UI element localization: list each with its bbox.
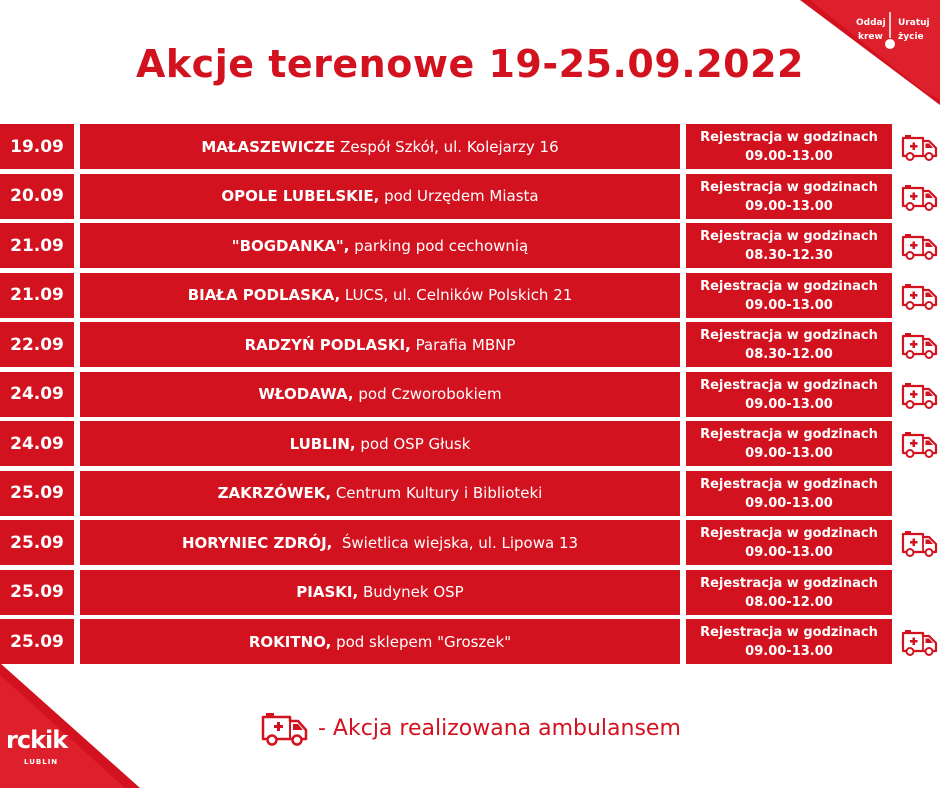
registration-hours: 09.00-13.00 (745, 545, 833, 560)
row-place (80, 174, 680, 219)
row-registration (686, 619, 892, 664)
ambulance-icon (901, 133, 939, 161)
place-name: WŁODAWA, (258, 385, 354, 403)
row-place (80, 223, 680, 268)
row-date: 25.09 (0, 520, 74, 565)
place-detail: Budynek OSP (358, 583, 464, 601)
ambulance-icon (901, 282, 939, 310)
registration-label: Rejestracja w godzinach (700, 328, 878, 343)
registration-hours: 09.00-13.00 (745, 149, 833, 164)
place-detail: Świetlica wiejska, ul. Lipowa 13 (332, 533, 579, 552)
place-detail: LUCS, ul. Celników Polskich 21 (340, 286, 573, 304)
place-name: MAŁASZEWICZE (201, 137, 336, 156)
row-date: 24.09 (0, 372, 74, 417)
row-place (80, 619, 680, 664)
row-date: 21.09 (0, 223, 74, 268)
row-date: 25.09 (0, 570, 74, 615)
place-detail: Parafia MBNP (410, 335, 516, 354)
registration-label: Rejestracja w godzinach (700, 130, 878, 145)
place-name: HORYNIEC ZDRÓJ, (181, 533, 333, 552)
row-place (80, 471, 680, 516)
row-date: 25.09 (0, 471, 74, 516)
registration-hours: 09.00-13.00 (745, 297, 833, 313)
place-name: PIASKI, (296, 583, 359, 601)
table-row (0, 619, 940, 664)
place-detail: pod sklepem "Groszek" (331, 632, 512, 651)
table-row (0, 372, 940, 417)
row-date: 21.09 (0, 273, 74, 318)
place-name: ROKITNO, (248, 632, 332, 651)
registration-label: Rejestracja w godzinach (700, 229, 878, 244)
page-title: Akcje terenowe 19-25.09.2022 (136, 42, 804, 86)
table-row (0, 421, 940, 466)
row-date: 20.09 (0, 174, 74, 219)
row-registration (686, 471, 892, 516)
row-registration (686, 520, 892, 565)
place-name: "BOGDANKA", (231, 236, 350, 255)
place-name: LUBLIN, (289, 434, 356, 453)
registration-hours: 08.00-12.00 (745, 594, 833, 610)
ambulance-icon (901, 381, 939, 409)
registration-hours: 09.00-13.00 (745, 446, 833, 461)
row-date: 22.09 (0, 322, 74, 367)
table-row (0, 471, 940, 516)
registration-label: Rejestracja w godzinach (700, 575, 878, 591)
registration-hours: 09.00-13.00 (745, 644, 833, 659)
row-registration (686, 372, 892, 417)
row-place (80, 570, 680, 615)
row-place (80, 372, 680, 417)
table-row (0, 174, 940, 219)
registration-label: Rejestracja w godzinach (700, 476, 878, 492)
table-row (0, 124, 940, 169)
row-registration (686, 421, 892, 466)
row-registration (686, 223, 892, 268)
ambulance-icon (901, 430, 939, 458)
row-place (80, 421, 680, 466)
row-place (80, 124, 680, 169)
row-date: 25.09 (0, 619, 74, 664)
rckik-logo: rckik LUBLIN (6, 726, 68, 766)
slogan-badge: Oddaj Uratuj krew życie (850, 12, 932, 58)
place-detail: pod Urzędem Miasta (379, 187, 539, 205)
table-row (0, 223, 940, 268)
row-place (80, 322, 680, 367)
place-detail: Centrum Kultury i Biblioteki (331, 484, 543, 502)
row-registration (686, 322, 892, 367)
row-registration (686, 570, 892, 615)
place-name: OPOLE LUBELSKIE, (221, 187, 380, 205)
registration-label: Rejestracja w godzinach (700, 427, 878, 442)
registration-label: Rejestracja w godzinach (700, 526, 878, 541)
registration-hours: 09.00-13.00 (745, 198, 833, 214)
legend-text: - Akcja realizowana ambulansem (318, 715, 681, 741)
place-detail: pod OSP Głusk (355, 434, 471, 453)
legend (260, 708, 681, 748)
table-row (0, 520, 940, 565)
ambulance-icon (901, 331, 939, 359)
place-name: RADZYŃ PODLASKI, (244, 335, 411, 354)
place-detail: pod Czworobokiem (353, 385, 502, 403)
ambulance-icon (901, 529, 939, 557)
registration-hours: 08.30-12.00 (745, 347, 833, 362)
ambulance-icon (260, 710, 310, 746)
row-place (80, 273, 680, 318)
registration-label: Rejestracja w godzinach (700, 625, 878, 640)
table-row (0, 322, 940, 367)
registration-label: Rejestracja w godzinach (700, 179, 878, 195)
registration-label: Rejestracja w godzinach (700, 377, 878, 393)
row-date: 19.09 (0, 124, 74, 169)
ambulance-icon (901, 183, 939, 211)
place-name: ZAKRZÓWEK, (217, 484, 332, 502)
row-registration (686, 174, 892, 219)
row-registration (686, 124, 892, 169)
registration-hours: 09.00-13.00 (745, 396, 833, 412)
row-place (80, 520, 680, 565)
place-name: BIAŁA PODLASKA, (187, 286, 341, 304)
registration-hours: 09.00-13.00 (745, 495, 833, 511)
registration-label: Rejestracja w godzinach (700, 278, 878, 294)
row-registration (686, 273, 892, 318)
row-date: 24.09 (0, 421, 74, 466)
registration-hours: 08.30-12.30 (745, 248, 833, 263)
ambulance-icon (901, 628, 939, 656)
place-detail: Zespół Szkół, ul. Kolejarzy 16 (335, 137, 559, 156)
place-detail: parking pod cechownią (349, 236, 529, 255)
table-row (0, 570, 940, 615)
table-row (0, 273, 940, 318)
ambulance-icon (901, 232, 939, 260)
